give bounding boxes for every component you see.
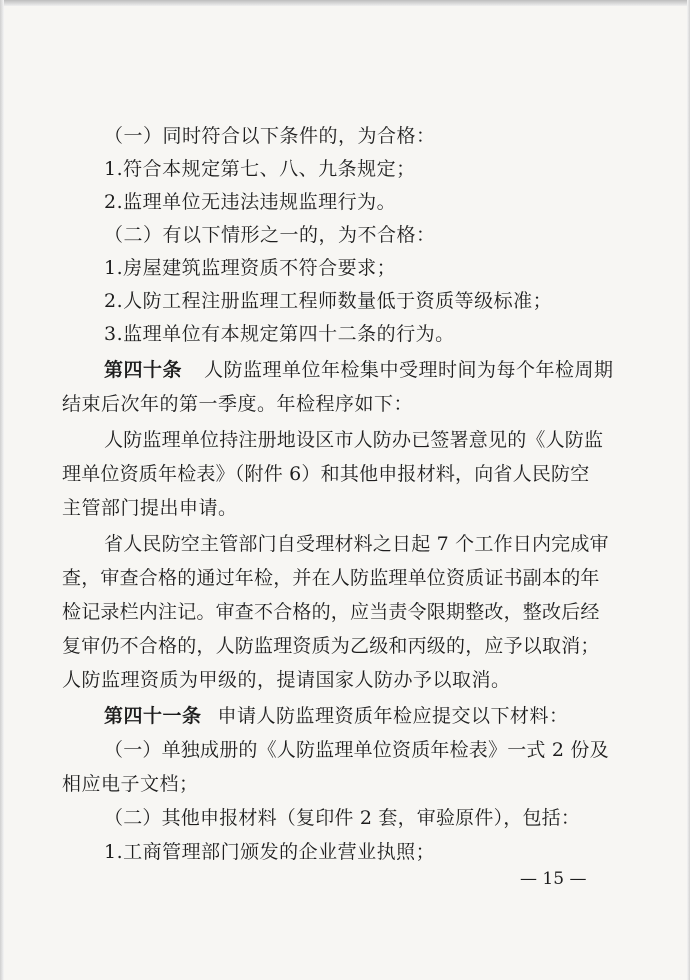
page-number: — 15 — [520, 869, 587, 889]
text-line: 2.人防工程注册监理工程师数量低于资质等级标准； [104, 290, 553, 312]
scan-top-edge [0, 0, 690, 6]
text-line: （一）单独成册的《人防监理单位资质年检表》一式 2 份及 [104, 739, 609, 761]
text-line: 复审仍不合格的，人防监理资质为乙级和丙级的，应予以取消； [62, 635, 600, 657]
text-line: 1.房屋建筑监理资质不符合要求； [104, 257, 397, 279]
text-line: （一）同时符合以下条件的，为合格： [104, 125, 436, 147]
text-line: 人防监理资质为甲级的，提请国家人防办予以取消。 [62, 669, 511, 691]
article-41-first-line [104, 704, 569, 728]
text-line: 3.监理单位有本规定第四十二条的行为。 [104, 323, 455, 345]
text-line: 2.监理单位无违法违规监理行为。 [104, 191, 397, 213]
text-line: 人防监理单位年检集中受理时间为每个年检周期 [204, 359, 614, 381]
text-line: 申请人防监理资质年检应提交以下材料： [217, 705, 569, 727]
text-line: 相应电子文档； [62, 773, 199, 795]
article-40-first-line [104, 358, 614, 382]
scan-left-edge [0, 0, 4, 980]
text-line: （二）其他申报材料（复印件 2 套，审验原件），包括： [104, 807, 581, 829]
text-line: 省人民防空主管部门自受理材料之日起 7 个工作日内完成审 [104, 533, 609, 555]
text-line: 结束后次年的第一季度。年检程序如下： [62, 393, 414, 415]
article-41-heading: 第四十一条 [104, 705, 202, 727]
text-line: （二）有以下情形之一的，为不合格： [104, 224, 436, 246]
text-line: 理单位资质年检表》（附件 6）和其他申报材料，向省人民防空 [62, 463, 590, 485]
text-line: 检记录栏内注记。审查不合格的，应当责令限期整改，整改后经 [62, 601, 600, 623]
text-line: 1.符合本规定第七、八、九条规定； [104, 158, 416, 180]
text-line: 人防监理单位持注册地设区市人防办已签署意见的《人防监 [104, 429, 604, 451]
text-line: 主管部门提出申请。 [62, 497, 238, 519]
article-40-heading: 第四十条 [104, 359, 183, 381]
text-line: 1.工商管理部门颁发的企业营业执照； [104, 841, 436, 863]
text-line: 查，审查合格的通过年检，并在人防监理单位资质证书副本的年 [62, 567, 600, 589]
